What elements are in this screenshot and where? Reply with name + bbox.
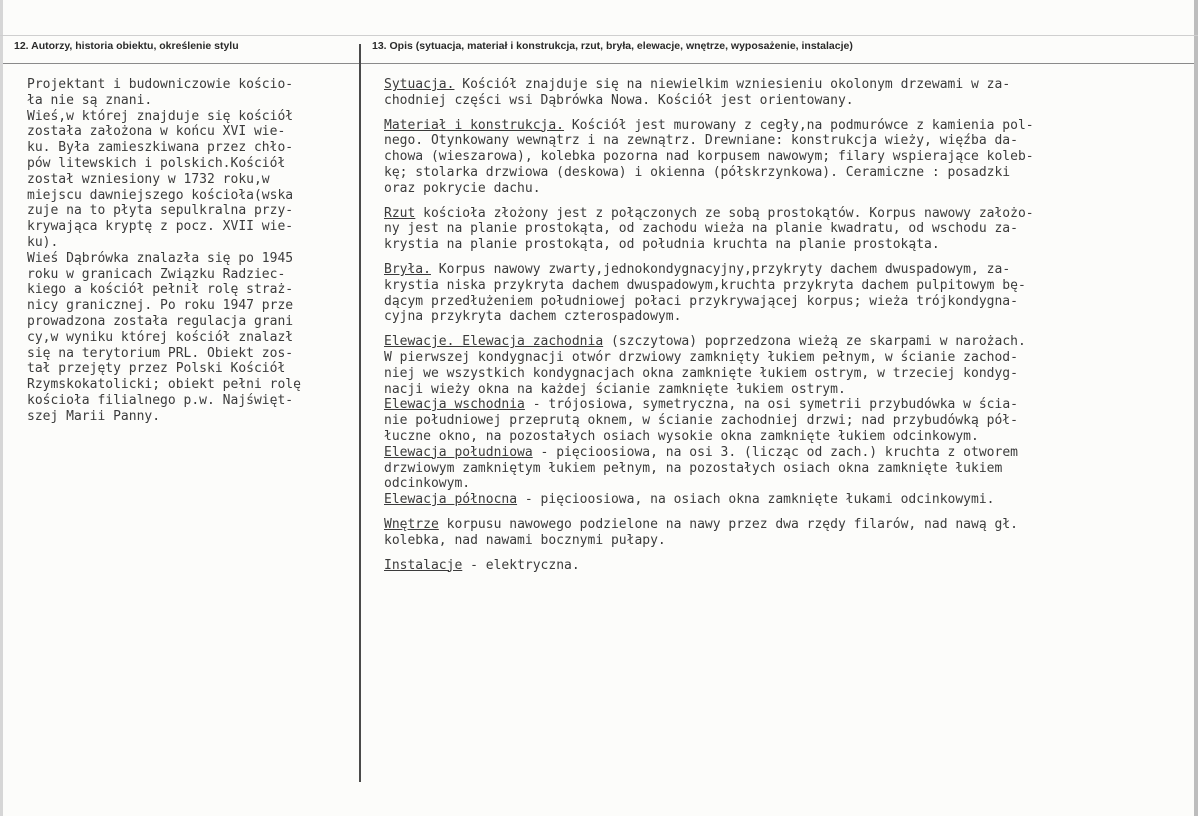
section-text: - trójosiowa, symetryczna, na osi symetrii przybudówka w ścia-	[524, 397, 1018, 413]
history-line: miejscu dawniejszego kościoła(wska	[27, 187, 294, 203]
section-text: - elektryczna.	[462, 557, 580, 573]
top-rule	[0, 35, 1198, 36]
history-line: prowadzona została regulacja grani	[27, 313, 294, 329]
description-text	[384, 77, 1034, 573]
description-section	[384, 334, 1034, 397]
description-section	[384, 262, 1034, 325]
description-section	[384, 445, 1034, 492]
description-section	[384, 558, 1034, 574]
left-header-rule	[3, 63, 359, 64]
section-text: korpusu nawowego podzielone na nawy przez dwa rzędy filarów, nad nawą gł.	[438, 516, 1018, 532]
description-line: krystia na planie prostokąta, od południa kruchta na planie prostokąta.	[384, 237, 940, 253]
description-section	[384, 77, 1034, 109]
description-line	[384, 206, 1034, 222]
right-column-header: 13. Opis (sytuacja, materiał i konstrukcja, rzut, bryła, elewacje, wnętrze, wyposażenie, instalacje)	[372, 40, 853, 52]
section-gap	[384, 197, 1034, 206]
history-line: szej Marii Panny.	[27, 408, 161, 424]
section-heading: Elewacja południowa	[384, 444, 533, 460]
description-line: drzwiowym zamkniętym łukiem pełnym, na pozostałych osiach okna zamknięte łukiem	[384, 460, 1003, 476]
history-line: kościoła filialnego p.w. Najświęt-	[27, 392, 294, 408]
history-line: kiego a kościół pełnił rolę straż-	[27, 282, 294, 298]
description-line: krystia niska przykryta dachem dwuspadowym,kruchta przykryta dachem pulpitowym bę-	[384, 277, 1026, 293]
description-line: niej we wszystkich kondygnacjach okna zamknięte łukiem ostrym, w trzeciej kondyg-	[384, 365, 1018, 381]
description-line	[384, 334, 1034, 350]
history-text	[27, 77, 301, 425]
section-heading: Sytuacja.	[384, 77, 455, 92]
section-heading: Elewacja wschodnia	[384, 397, 525, 413]
left-column-header: 12. Autorzy, historia obiektu, określenie stylu	[14, 40, 239, 52]
description-line	[384, 492, 1034, 508]
section-gap	[384, 325, 1034, 334]
description-line: nie południowej przeprutą oknem, w ścianie zachodniej drzwi; nad przybudówką pół-	[384, 413, 1018, 429]
history-line: tał przejęty przez Polski Kościół	[27, 361, 286, 377]
description-line: cyjna przykryta dachem czterospadowym.	[384, 309, 682, 325]
description-line: oraz pokrycie dachu.	[384, 180, 541, 196]
description-line: W pierwszej kondygnacji otwór drzwiowy zamknięty łukiem pełnym, w ścianie zachod-	[384, 349, 1018, 365]
section-heading: Materiał i konstrukcja.	[384, 117, 565, 133]
right-header-rule	[361, 63, 1194, 64]
section-gap	[384, 253, 1034, 262]
section-text: kościoła złożony jest z połączonych ze sobą prostokątów. Korpus nawowy założo-	[415, 205, 1034, 221]
card-left-edge	[0, 0, 3, 816]
history-line: roku w granicach Związku Radziec-	[27, 266, 286, 282]
history-line: Wieś,w której znajduje się kościół	[27, 108, 294, 124]
history-line: Wieś Dąbrówka znalazła się po 1945	[27, 250, 294, 266]
description-line: ny jest na planie prostokąta, od zachodu wieża na planie kwadratu, od wschodu za-	[384, 221, 1018, 237]
description-line: dącym przedłużeniem południowej połaci przykrywającej korpus; wieża trójkondygna-	[384, 293, 1018, 309]
description-line: nego. Otynkowany wewnątrz i na zewnątrz. Drewniane: konstrukcja wieży, więźba da-	[384, 133, 1018, 149]
history-line: został wzniesiony w 1732 roku,w	[27, 171, 270, 187]
description-line	[384, 517, 1034, 533]
section-heading: Wnętrze	[384, 516, 439, 532]
section-text: - pięcioosiowa, na osiach okna zamknięte łukami odcinkowymi.	[517, 492, 995, 508]
description-line: odcinkowym.	[384, 476, 471, 492]
description-line	[384, 118, 1034, 134]
description-section	[384, 206, 1034, 253]
section-heading: Rzut	[384, 205, 416, 221]
description-line	[384, 262, 1034, 278]
history-line: ła nie są znani.	[27, 92, 153, 108]
card-right-edge	[1194, 0, 1198, 816]
section-heading: Instalacje	[384, 557, 463, 573]
description-section	[384, 492, 1034, 508]
history-line: się na terytorium PRL. Obiekt zos-	[27, 345, 294, 361]
section-text: Korpus nawowy zwarty,jednokondygnacyjny,przykryty dachem dwuspadowym, za-	[430, 261, 1011, 277]
section-text: Kościół jest murowany z cegły,na podmurówce z kamienia pol-	[564, 117, 1034, 133]
section-text: Kościół znajduje się na niewielkim wzniesieniu okolonym drzewami w za-	[454, 77, 1011, 92]
description-section	[384, 118, 1034, 197]
description-line: łuczne okno, na pozostałych osiach wysokie okna zamknięte łukiem odcinkowym.	[384, 428, 979, 444]
description-line	[384, 445, 1034, 461]
description-line	[384, 558, 1034, 574]
history-line: krywająca kryptę z pocz. XVII wie-	[27, 219, 294, 235]
column-divider	[359, 44, 361, 782]
section-gap	[384, 549, 1034, 558]
history-line: ku).	[27, 234, 59, 250]
description-line: chodniej części wsi Dąbrówka Nowa. Kościół jest orientowany.	[384, 92, 854, 108]
section-text: (szczytowa) poprzedzona wieżą ze skarpami w narożach.	[603, 334, 1026, 350]
history-line: nicy granicznej. Po roku 1947 prze	[27, 298, 294, 314]
section-heading: Bryła.	[384, 261, 431, 277]
description-line: nacji wieży okna na każdej ścianie zamknięte łukiem ostrym.	[384, 381, 846, 397]
description-line: kolebka, nad nawami bocznymi pułapy.	[384, 532, 666, 548]
history-line: Projektant i budowniczowie kościo-	[27, 77, 294, 92]
history-line: zuje na to płyta sepulkralna przy-	[27, 203, 294, 219]
description-line	[384, 77, 1034, 93]
section-gap	[384, 508, 1034, 517]
section-heading: Elewacje. Elewacja zachodnia	[384, 334, 604, 350]
history-line: pów litewskich i polskich.Kościół	[27, 155, 286, 171]
description-section	[384, 397, 1034, 444]
section-text: - pięcioosiowa, na osi 3. (licząc od zach.) kruchta z otworem	[532, 444, 1018, 460]
section-heading: Elewacja północna	[384, 492, 518, 508]
history-line: Rzymskokatolicki; obiekt pełni rolę	[27, 377, 301, 393]
history-line: cy,w wyniku której kościół znalazł	[27, 329, 294, 345]
description-section	[384, 517, 1034, 549]
section-gap	[384, 109, 1034, 118]
history-line: ku. Była zamieszkiwana przez chło-	[27, 140, 294, 156]
description-line: chowa (wieszarowa), kolebka pozorna nad korpusem nawowym; filary wspierające koleb-	[384, 149, 1034, 165]
description-line	[384, 397, 1034, 413]
description-line: kę; stolarka drzwiowa (deskowa) i okienna (półskrzynkowa). Ceramiczne : posadzki	[384, 164, 1011, 180]
history-line: została założona w końcu XVI wie-	[27, 124, 286, 140]
